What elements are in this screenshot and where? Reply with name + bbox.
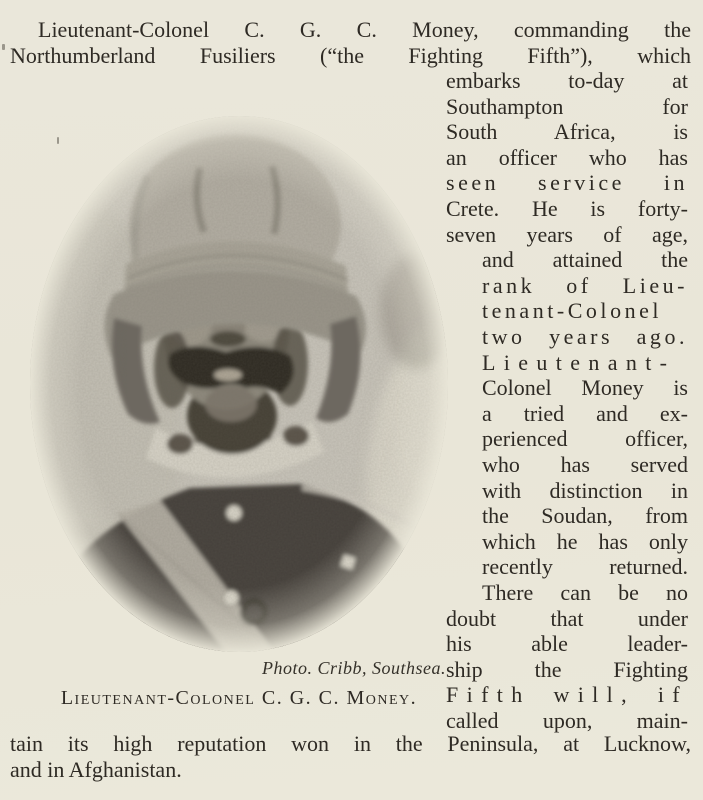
- text-line: the Soudan, from: [482, 503, 688, 529]
- text-line: who has served: [482, 452, 688, 477]
- ink-speck: [2, 44, 5, 50]
- photo-caption: Lieutenant-Colonel C. G. C. Money.: [60, 687, 418, 709]
- text-line: which he has only: [482, 528, 688, 554]
- text-line: embarks to-day at: [446, 68, 688, 93]
- text-line: Northumberland Fusiliers (“the Fighting Fifth”), which: [10, 43, 691, 68]
- text-line: perienced officer,: [482, 426, 688, 452]
- text-line: seven years of age,: [446, 221, 688, 247]
- text-line: and in Afghanistan.: [10, 757, 182, 782]
- text-line: with distinction in: [482, 477, 688, 503]
- text-line: Crete. He is forty-: [446, 196, 688, 221]
- text-line: Lieutenant-Colonel C. G. C. Money, commanding the: [38, 17, 691, 42]
- text-line: seen service in: [446, 170, 688, 196]
- text-line: called upon, main-: [446, 708, 688, 733]
- text-line: two years ago.: [482, 324, 688, 349]
- text-line: Southampton for: [446, 93, 688, 119]
- text-line: recently returned.: [482, 554, 688, 580]
- text-line: tenant-Colonel: [482, 298, 663, 324]
- text-line: There can be no: [482, 580, 688, 605]
- text-line: Colonel Money is: [482, 375, 688, 401]
- text-line: South Africa, is: [446, 119, 688, 145]
- text-line: ship the Fighting: [446, 656, 688, 682]
- text-line: Lieutenant-: [482, 349, 676, 375]
- text-line: doubt that under: [446, 605, 688, 631]
- text-line: his able leader-: [446, 631, 688, 657]
- text-line: an officer who has: [446, 144, 688, 170]
- text-line: rank of Lieu-: [482, 272, 688, 298]
- text-line: and attained the: [482, 247, 688, 273]
- text-line: Fifth will, if: [446, 682, 688, 708]
- text-line: tain its high reputation won in the Peninsula, at Lucknow,: [10, 731, 691, 756]
- text-line: a tried and ex-: [482, 400, 688, 426]
- photo-credit: Photo. Cribb, Southsea.: [261, 658, 446, 678]
- ink-speck: [57, 137, 59, 144]
